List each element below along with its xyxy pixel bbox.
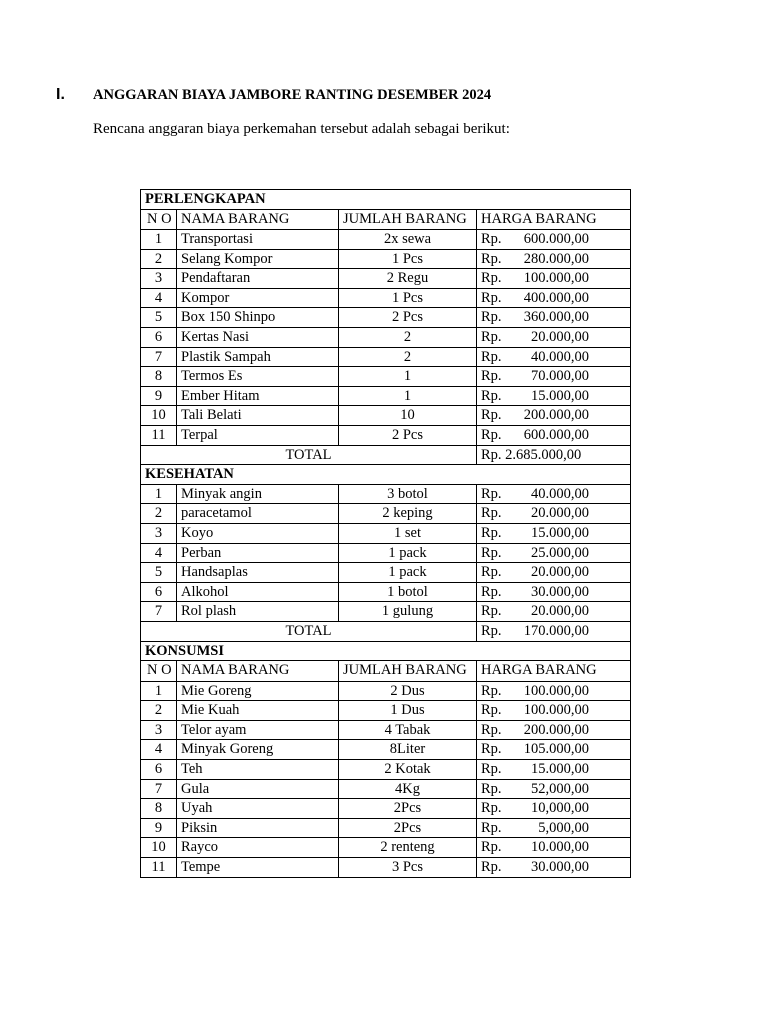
- item-name: Plastik Sampah: [177, 347, 339, 367]
- currency-label: Rp.: [481, 859, 502, 875]
- item-name: Box 150 Shinpo: [177, 308, 339, 328]
- table-row: [141, 288, 631, 308]
- currency-label: Rp.: [481, 603, 502, 620]
- item-price: [477, 347, 631, 367]
- item-number: 1: [141, 484, 177, 504]
- price-amount: 30.000,00: [531, 583, 589, 600]
- currency-label: Rp.: [481, 348, 502, 365]
- col-header-no: N O: [141, 661, 177, 682]
- item-number: 8: [141, 367, 177, 387]
- item-name: Gula: [177, 779, 339, 799]
- item-number: 7: [141, 347, 177, 367]
- item-number: 6: [141, 582, 177, 602]
- currency-label: Rp.: [481, 407, 502, 424]
- section-row-konsumsi: [141, 641, 631, 661]
- price-amount: 10,000,00: [531, 800, 589, 817]
- price-amount: 20.000,00: [531, 505, 589, 522]
- item-price: [477, 720, 631, 740]
- col-header-name: NAMA BARANG: [177, 209, 339, 230]
- item-price: [477, 563, 631, 583]
- item-name: Alkohol: [177, 582, 339, 602]
- item-number: 2: [141, 701, 177, 721]
- price-amount: 20.000,00: [531, 603, 589, 620]
- item-number: 7: [141, 779, 177, 799]
- price-amount: 52,000,00: [531, 780, 589, 797]
- currency-label: Rp.: [481, 622, 502, 639]
- price-amount: 40.000,00: [531, 348, 589, 365]
- item-price: [477, 504, 631, 524]
- item-name: Tempe: [177, 858, 339, 878]
- price-amount: 100.000,00: [523, 270, 589, 287]
- item-price: [477, 308, 631, 328]
- table-row: [141, 406, 631, 426]
- price-amount: 20.000,00: [531, 329, 589, 346]
- item-number: 1: [141, 230, 177, 250]
- currency-label: Rp.: [481, 682, 502, 699]
- table-row: [141, 582, 631, 602]
- item-name: Selang Kompor: [177, 249, 339, 269]
- currency-label: Rp.: [481, 505, 502, 522]
- table-row: [141, 524, 631, 544]
- item-price: [477, 230, 631, 250]
- price-amount: 25.000,00: [531, 544, 589, 561]
- item-price: [477, 779, 631, 799]
- price-amount: 5,000,00: [538, 819, 589, 836]
- item-number: 4: [141, 543, 177, 563]
- item-number: 4: [141, 740, 177, 760]
- item-name: Koyo: [177, 524, 339, 544]
- item-price: [477, 701, 631, 721]
- item-quantity: 1 gulung: [339, 602, 477, 622]
- item-number: 1: [141, 681, 177, 701]
- item-name: Rol plash: [177, 602, 339, 622]
- item-quantity: 2: [339, 328, 477, 348]
- item-name: Tali Belati: [177, 406, 339, 426]
- item-price: [477, 249, 631, 269]
- item-number: 3: [141, 524, 177, 544]
- item-number: 10: [141, 406, 177, 426]
- item-name: Mie Goreng: [177, 681, 339, 701]
- item-number: 7: [141, 602, 177, 622]
- total-amount: 170.000,00: [523, 622, 589, 639]
- item-quantity: 2 Pcs: [339, 426, 477, 446]
- item-price: [477, 328, 631, 348]
- item-price: [477, 740, 631, 760]
- item-quantity: 2 Dus: [339, 681, 477, 701]
- table-row: [141, 249, 631, 269]
- currency-label: Rp.: [481, 544, 502, 561]
- item-number: 5: [141, 308, 177, 328]
- currency-label: Rp.: [481, 583, 502, 600]
- price-amount: 360.000,00: [523, 309, 589, 326]
- table-row: [141, 386, 631, 406]
- total-value: [477, 621, 631, 641]
- currency-label: Rp.: [481, 525, 502, 541]
- currency-label: Rp.: [481, 329, 502, 346]
- table-row: [141, 269, 631, 289]
- item-quantity: 3 Pcs: [339, 858, 477, 878]
- item-name: Terpal: [177, 426, 339, 446]
- column-header-row: [141, 209, 631, 230]
- intro-paragraph: Rencana anggaran biaya perkemahan tersebut adalah sebagai berikut:: [93, 121, 510, 137]
- item-quantity: 1 set: [339, 524, 477, 544]
- item-quantity: 2 renteng: [339, 838, 477, 858]
- table-row: [141, 838, 631, 858]
- column-header-row: [141, 661, 631, 682]
- col-header-qty: JUMLAH BARANG: [339, 661, 477, 682]
- total-label: TOTAL: [141, 621, 477, 641]
- total-row: [141, 445, 631, 465]
- price-amount: 70.000,00: [531, 368, 589, 385]
- section-row-kesehatan: [141, 465, 631, 485]
- table-row: [141, 504, 631, 524]
- currency-label: Rp.: [481, 387, 502, 404]
- section-row-perlengkapan: [141, 190, 631, 210]
- item-quantity: 2Pcs: [339, 818, 477, 838]
- item-quantity: 1: [339, 367, 477, 387]
- currency-label: Rp.: [481, 289, 502, 306]
- item-number: 11: [141, 858, 177, 878]
- currency-label: Rp.: [481, 721, 502, 738]
- col-header-price: HARGA BARANG: [477, 661, 631, 682]
- item-name: Rayco: [177, 838, 339, 858]
- table-row: [141, 740, 631, 760]
- item-quantity: 2Pcs: [339, 799, 477, 819]
- item-quantity: 2x sewa: [339, 230, 477, 250]
- item-quantity: 2 Pcs: [339, 308, 477, 328]
- currency-label: Rp.: [481, 250, 502, 267]
- item-quantity: 1 Pcs: [339, 249, 477, 269]
- table-row: [141, 230, 631, 250]
- table-row: [141, 328, 631, 348]
- table-row: [141, 779, 631, 799]
- currency-label: Rp.: [481, 800, 502, 817]
- table-row: [141, 602, 631, 622]
- item-price: [477, 406, 631, 426]
- price-amount: 100.000,00: [523, 682, 589, 699]
- item-quantity: 2: [339, 347, 477, 367]
- budget-table-body: [141, 190, 631, 878]
- item-number: 6: [141, 328, 177, 348]
- col-header-price: HARGA BARANG: [477, 209, 631, 230]
- table-row: [141, 543, 631, 563]
- item-quantity: 2 Regu: [339, 269, 477, 289]
- item-quantity: 4 Tabak: [339, 720, 477, 740]
- total-row: [141, 621, 631, 641]
- currency-label: Rp.: [481, 839, 502, 856]
- item-name: Minyak Goreng: [177, 740, 339, 760]
- item-quantity: 1: [339, 386, 477, 406]
- item-name: Pendaftaran: [177, 269, 339, 289]
- price-amount: 100.000,00: [523, 702, 589, 719]
- item-number: 10: [141, 838, 177, 858]
- table-row: [141, 484, 631, 504]
- price-amount: 15.000,00: [531, 387, 589, 404]
- item-quantity: 8Liter: [339, 740, 477, 760]
- section-label: KESEHATAN: [141, 465, 631, 485]
- currency-label: Rp.: [481, 427, 502, 444]
- table-row: [141, 347, 631, 367]
- item-name: Handsaplas: [177, 563, 339, 583]
- price-amount: 600.000,00: [523, 231, 589, 248]
- item-price: [477, 367, 631, 387]
- item-price: [477, 799, 631, 819]
- currency-label: Rp.: [481, 761, 502, 778]
- table-row: [141, 799, 631, 819]
- budget-table: [140, 189, 631, 878]
- item-number: 9: [141, 818, 177, 838]
- table-row: [141, 701, 631, 721]
- section-label: KONSUMSI: [141, 641, 631, 661]
- item-quantity: 2 keping: [339, 504, 477, 524]
- item-number: 11: [141, 426, 177, 446]
- item-price: [477, 288, 631, 308]
- item-price: [477, 524, 631, 544]
- item-name: Transportasi: [177, 230, 339, 250]
- item-quantity: 1 pack: [339, 563, 477, 583]
- col-header-qty: JUMLAH BARANG: [339, 209, 477, 230]
- item-name: Kertas Nasi: [177, 328, 339, 348]
- item-name: Piksin: [177, 818, 339, 838]
- price-amount: 200.000,00: [523, 407, 589, 424]
- table-row: [141, 681, 631, 701]
- item-price: [477, 602, 631, 622]
- item-number: 2: [141, 504, 177, 524]
- item-price: [477, 426, 631, 446]
- item-price: [477, 818, 631, 838]
- price-amount: 280.000,00: [523, 250, 589, 267]
- item-number: 5: [141, 563, 177, 583]
- currency-label: Rp.: [481, 309, 502, 326]
- item-quantity: 1 Dus: [339, 701, 477, 721]
- item-price: [477, 269, 631, 289]
- item-quantity: 3 botol: [339, 484, 477, 504]
- currency-label: Rp.: [481, 485, 502, 502]
- price-amount: 10.000,00: [531, 839, 589, 856]
- currency-label: Rp.: [481, 702, 502, 719]
- item-number: 6: [141, 760, 177, 780]
- item-quantity: 10: [339, 406, 477, 426]
- price-amount: 600.000,00: [523, 427, 589, 444]
- item-price: [477, 681, 631, 701]
- table-row: [141, 858, 631, 878]
- table-row: [141, 426, 631, 446]
- total-label: TOTAL: [141, 445, 477, 465]
- section-title: ANGGARAN BIAYA JAMBORE RANTING DESEMBER 2024: [93, 87, 492, 103]
- item-name: Uyah: [177, 799, 339, 819]
- currency-label: Rp.: [481, 741, 502, 758]
- item-price: [477, 760, 631, 780]
- price-amount: 105.000,00: [523, 741, 589, 758]
- table-row: [141, 760, 631, 780]
- currency-label: Rp.: [481, 368, 502, 385]
- item-number: 3: [141, 720, 177, 740]
- currency-label: Rp.: [481, 564, 502, 581]
- currency-label: Rp.: [481, 231, 502, 248]
- item-number: 9: [141, 386, 177, 406]
- price-amount: 20.000,00: [531, 564, 589, 581]
- section-label: PERLENGKAPAN: [141, 190, 631, 210]
- item-name: Perban: [177, 543, 339, 563]
- price-amount: 400.000,00: [523, 289, 589, 306]
- price-amount: 40.000,00: [531, 485, 589, 502]
- item-quantity: 4Kg: [339, 779, 477, 799]
- item-name: paracetamol: [177, 504, 339, 524]
- item-quantity: 2 Kotak: [339, 760, 477, 780]
- price-amount: 15.000,00: [531, 761, 589, 778]
- item-price: [477, 582, 631, 602]
- item-price: [477, 838, 631, 858]
- table-row: [141, 563, 631, 583]
- price-amount: 200.000,00: [523, 721, 589, 738]
- currency-label: Rp.: [481, 270, 502, 287]
- table-row: [141, 720, 631, 740]
- col-header-no: N O: [141, 209, 177, 230]
- item-name: Ember Hitam: [177, 386, 339, 406]
- item-price: [477, 484, 631, 504]
- currency-label: Rp.: [481, 780, 502, 797]
- item-name: Termos Es: [177, 367, 339, 387]
- item-price: [477, 386, 631, 406]
- item-name: Telor ayam: [177, 720, 339, 740]
- section-heading: [56, 86, 491, 104]
- price-amount: 15.000,00: [531, 525, 589, 541]
- item-number: 4: [141, 288, 177, 308]
- item-price: [477, 858, 631, 878]
- item-name: Mie Kuah: [177, 701, 339, 721]
- table-row: [141, 367, 631, 387]
- total-value: Rp. 2.685.000,00: [477, 445, 631, 465]
- table-row: [141, 308, 631, 328]
- item-number: 8: [141, 799, 177, 819]
- section-number: I.: [56, 86, 65, 103]
- item-number: 3: [141, 269, 177, 289]
- item-name: Kompor: [177, 288, 339, 308]
- item-name: Minyak angin: [177, 484, 339, 504]
- currency-label: Rp.: [481, 819, 502, 836]
- item-name: Teh: [177, 760, 339, 780]
- item-quantity: 1 Pcs: [339, 288, 477, 308]
- col-header-name: NAMA BARANG: [177, 661, 339, 682]
- item-quantity: 1 pack: [339, 543, 477, 563]
- item-price: [477, 543, 631, 563]
- item-number: 2: [141, 249, 177, 269]
- table-row: [141, 818, 631, 838]
- price-amount: 30.000,00: [531, 859, 589, 875]
- item-quantity: 1 botol: [339, 582, 477, 602]
